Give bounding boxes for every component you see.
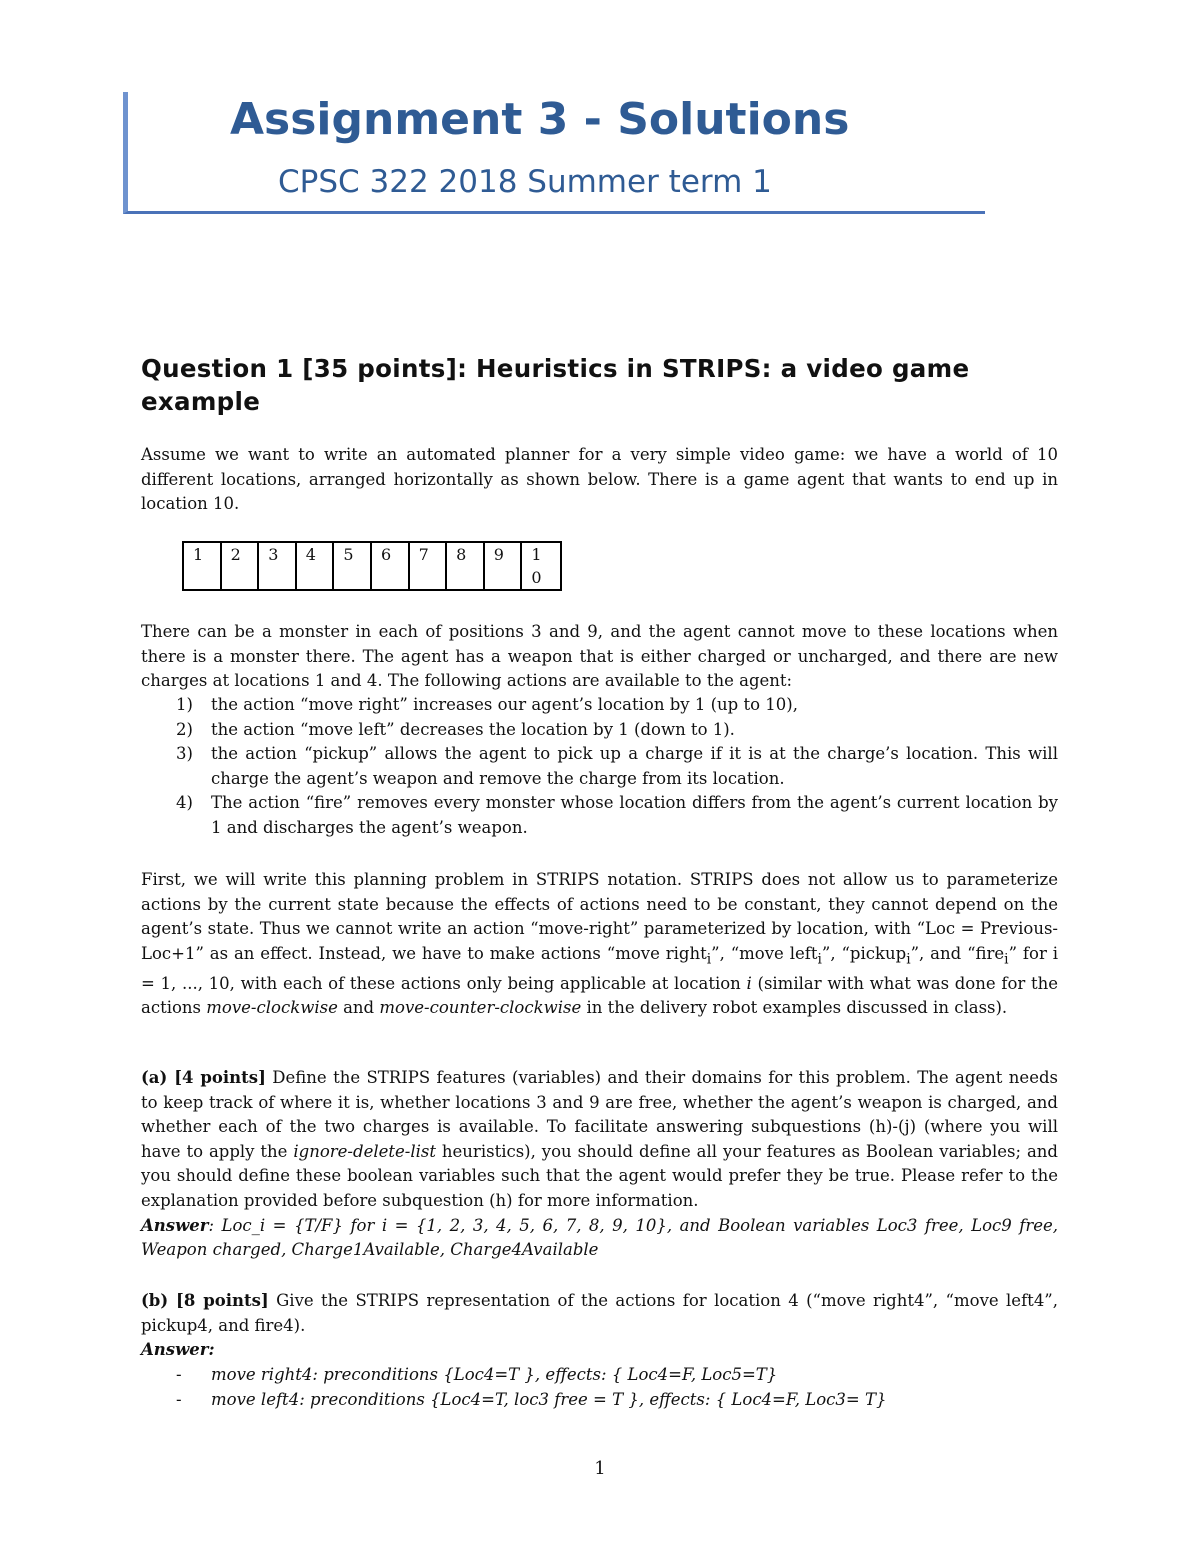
text-run: (similar with what was done for the actions	[141, 973, 1058, 1018]
actions-list	[141, 693, 1058, 841]
strips-paragraph	[141, 868, 1058, 1021]
subscript: i	[706, 951, 712, 968]
list-text: the action “move right” increases our agent’s location by 1 (up to 10),	[211, 695, 798, 714]
subscript: i	[817, 951, 822, 968]
list-item	[141, 742, 1058, 791]
list-text: The action “fire” removes every monster whose location differs from the agent’s current location by 1 and discharges the agent’s weapon.	[211, 793, 1058, 837]
monsters-paragraph: There can be a monster in each of positions 3 and 9, and the agent cannot move to these locations when there is a monster there. The agent has a weapon that is either charged or uncharged, and there are new charges at locations 1 and 4. The following actions are available to the agent:	[141, 622, 1058, 691]
dash-bullet: -	[176, 1365, 182, 1384]
text-run: in the delivery robot examples discussed in class).	[581, 998, 1008, 1018]
list-text: the action “pickup” allows the agent to pick up a charge if it is at the charge’s location. This will charge the agent’s weapon and remove the charge from its location.	[211, 744, 1058, 788]
text-run: ”, “pickup	[821, 943, 907, 963]
question-heading: Question 1 [35 points]: Heuristics in STRIPS: a video game example	[141, 354, 970, 416]
list-number: 2)	[176, 719, 193, 739]
part-b-paragraph	[141, 1289, 1058, 1363]
text-run: ” for i = 1, ..., 10, with each of these actions only being applicable at location	[141, 943, 1058, 993]
answer	[141, 1216, 1058, 1260]
location-cell: 4	[296, 542, 334, 590]
list-number: 1)	[176, 695, 193, 714]
document-title: Assignment 3 - Solutions	[230, 94, 850, 145]
answer-text: : Loc_i = {T/F} for i = {1, 2, 3, 4, 5, 6, 7, 8, 9, 10}, and Boolean variables Loc3 free, Loc9 free, Weapon charged, Charge1Available, Charge4Available	[141, 1215, 1058, 1260]
italic-term: move-counter-clockwise	[379, 998, 582, 1018]
part-label: (b) [8 points]	[141, 1291, 269, 1310]
text-run: Give the STRIPS representation of the actions for location 4 (“move right4”, “move left4”, pickup4, and fire4).	[141, 1291, 1058, 1335]
text-run: First, we will write this planning problem in STRIPS notation. STRIPS does not allow us to parameterize actions by the current state because the effects of actions need to be constant, they cannot depend on the agent’s state. Thus we cannot write an action “move-right” parameterized by location, with “Loc = Previous-Loc+1” as an effect. Instead, we have to make actions “move right	[141, 870, 1058, 963]
location-cell: 8	[446, 542, 484, 590]
list-item	[141, 718, 1058, 743]
list-item	[141, 1388, 1058, 1413]
dash-bullet: -	[176, 1389, 182, 1409]
list-item	[141, 693, 1058, 718]
list-number: 4)	[176, 793, 193, 813]
text-run: heuristics), you should define all your features as Boolean variables; and you should define these boolean variables such that the agent would prefer they be true. Please refer to the explanation provided before subquestion (h) for more information.	[141, 1141, 1058, 1210]
list-item	[141, 1363, 1058, 1388]
intro-paragraph: Assume we want to write an automated planner for a very simple video game: we have a world of 10 different locations, arranged horizontally as shown below. There is a game agent that wants to end up in location 10.	[141, 445, 1058, 514]
text-run: and	[337, 998, 380, 1018]
list-text: move right4: preconditions {Loc4=T }, effects: { Loc4=F, Loc5=T}	[211, 1365, 778, 1384]
part-a-paragraph	[141, 1066, 1058, 1263]
location-cell	[521, 542, 561, 590]
text-run: ”, “move left	[711, 943, 818, 963]
answer-label: Answer:	[141, 1340, 215, 1360]
document-subtitle: CPSC 322 2018 Summer term 1	[278, 164, 772, 200]
subscript: i	[906, 951, 911, 968]
location-grid	[182, 541, 562, 591]
location-cell: 9	[484, 542, 522, 590]
location-cell: 1	[183, 542, 221, 590]
list-item	[141, 791, 1058, 840]
location-cell: 6	[371, 542, 409, 590]
list-number: 3)	[176, 744, 193, 764]
list-text: the action “move left” decreases the location by 1 (down to 1).	[211, 719, 735, 739]
location-cell-text: 1 0	[531, 545, 542, 587]
answer-list	[141, 1363, 1058, 1412]
location-cell: 5	[333, 542, 371, 590]
location-cell: 7	[409, 542, 447, 590]
location-cell: 3	[258, 542, 296, 590]
text-run: Define the STRIPS features (variables) and their domains for this problem. The agent needs to keep track of where it is, whether locations 3 and 9 are free, whether the agent’s weapon is charged, and whether each of the two charges is available. To facilitate answering subquestions (h)-(j) (where you will have to apply the	[141, 1068, 1058, 1161]
list-text: move left4: preconditions {Loc4=T, loc3 free = T }, effects: { Loc4=F, Loc3= T}	[211, 1389, 887, 1409]
location-cell: 2	[221, 542, 259, 590]
italic-term: i	[746, 973, 752, 993]
part-label: (a) [4 points]	[141, 1068, 266, 1087]
subscript: i	[1004, 951, 1009, 968]
page-number: 1	[594, 1458, 606, 1479]
italic-term: ignore-delete-list	[293, 1141, 436, 1161]
answer-label: Answer	[141, 1215, 209, 1235]
text-run: ”, and “fire	[910, 943, 1005, 963]
italic-term: move-clockwise	[206, 998, 338, 1018]
